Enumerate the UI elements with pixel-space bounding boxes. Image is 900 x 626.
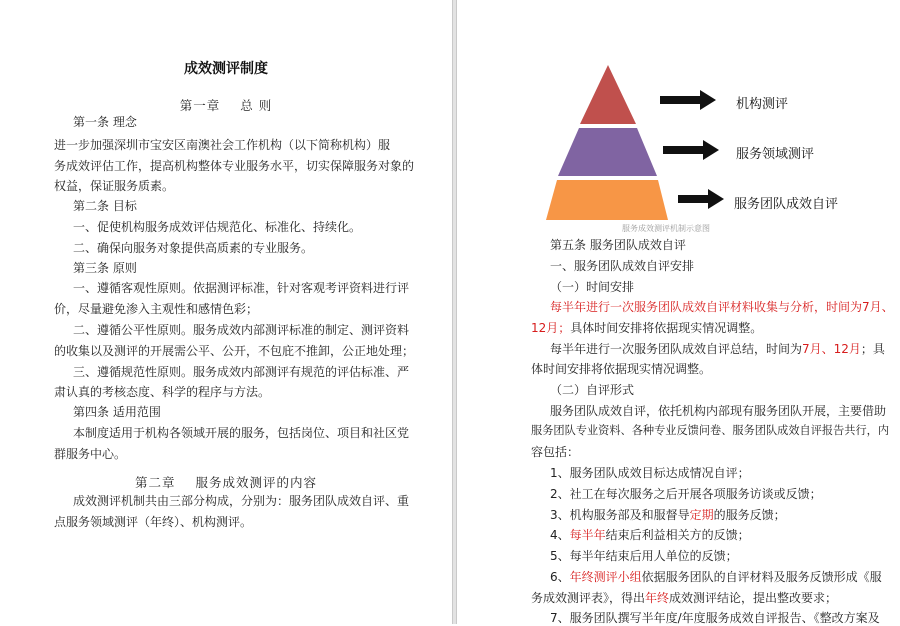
chapter-number: 第二章 xyxy=(134,475,176,490)
body-line-red: 每半年进行一次服务团队成效自评材料收集与分析，时间为7月、 xyxy=(550,300,894,314)
body-text: 具体时间安排将依据现实情况调整。 xyxy=(570,321,763,335)
pyramid-middle-tier xyxy=(558,128,657,176)
body-line: 进一步加强深圳市宝安区南澳社会工作机构（以下简称机构）服 xyxy=(54,138,391,152)
article-heading: 第二条 目标 xyxy=(73,199,137,213)
body-text: 依据服务团队的自评材料及服务反馈形成《服 xyxy=(641,570,882,584)
pyramid-diagram xyxy=(546,60,676,220)
body-line xyxy=(531,320,762,336)
body-line xyxy=(550,341,885,357)
arrow-right-icon xyxy=(663,140,719,160)
body-line: 务成效评估工作，提高机构整体专业服务水平，切实保障服务对象的 xyxy=(54,159,415,173)
list-item: 5、每半年结束后用人单位的反馈； xyxy=(550,549,738,563)
pyramid-top-tier xyxy=(580,65,636,124)
article-heading: 第一条 理念 xyxy=(73,115,137,129)
chapter-name: 总 则 xyxy=(240,98,273,113)
red-text: 每半年 xyxy=(569,528,606,542)
body-text: 结束后利益相关方的反馈； xyxy=(605,528,750,542)
list-item xyxy=(550,569,882,585)
list-item: 7、服务团队撰写半年度/年度服务成效自评报告、《整改方案及 xyxy=(550,611,880,625)
body-text: 每半年进行一次服务团队成效自评总结，时间为 xyxy=(550,342,803,356)
body-text: ；具 xyxy=(860,342,885,356)
list-item xyxy=(550,507,786,523)
body-line: 点服务领域测评（年终）、机构测评。 xyxy=(54,515,253,529)
body-text: 4、 xyxy=(550,528,570,542)
list-item xyxy=(550,527,750,543)
body-line: 一、促使机构服务成效评估规范化、标准化、持续化。 xyxy=(73,220,362,234)
article-heading: 第四条 适用范围 xyxy=(73,405,161,419)
body-text: 的服务反馈； xyxy=(713,508,786,522)
body-text: 3、机构服务部及和服督导 xyxy=(550,508,690,522)
document-title: 成效测评制度 xyxy=(184,61,268,77)
red-text: 年终 xyxy=(645,591,670,605)
body-line: 本制度适用于机构各领域开展的服务，包括岗位、项目和社区党 xyxy=(73,426,410,440)
body-line: 肃认真的考核态度、科学的程序与方法。 xyxy=(54,385,271,399)
body-line: 服务团队专业资料、各种专业反馈问卷、服务团队成效自评报告共行，内 xyxy=(531,424,890,437)
pyramid-label-institution: 机构测评 xyxy=(736,97,789,112)
red-text: 7月、12月 xyxy=(802,342,861,356)
arrow-right-icon xyxy=(678,189,724,209)
body-line: 二、遵循公平性原则。服务成效内部测评标准的制定、测评资料 xyxy=(73,323,410,337)
list-item-continuation xyxy=(531,590,837,606)
body-text: 务成效测评表》，得出 xyxy=(531,591,646,605)
pyramid-bottom-tier xyxy=(546,180,668,220)
chapter-1-heading xyxy=(0,96,452,114)
pyramid-label-team-self-eval: 服务团队成效自评 xyxy=(734,197,839,212)
pyramid-label-service-field: 服务领域测评 xyxy=(736,147,815,162)
body-text: 成效测评结论，提出整改要求； xyxy=(669,591,838,605)
body-line: 服务团队成效自评，依托机构内部现有服务团队开展，主要借助 xyxy=(550,404,887,418)
body-line: 体时间安排将依据现实情况调整。 xyxy=(531,362,712,376)
list-item: 1、服务团队成效目标达成情况自评； xyxy=(550,466,750,480)
body-line: 价，尽量避免渗入主观性和感情色彩； xyxy=(54,302,259,316)
body-line: 群服务中心。 xyxy=(54,447,127,461)
section-heading: 一、服务团队成效自评安排 xyxy=(550,259,695,273)
body-line: 容包括： xyxy=(531,445,580,459)
body-line: 二、确保向服务对象提供高质素的专业服务。 xyxy=(73,241,314,255)
article-heading: 第五条 服务团队成效自评 xyxy=(550,238,686,252)
red-text: 12月； xyxy=(531,321,571,335)
diagram-caption: 服务成效测评机制示意图 xyxy=(622,224,710,233)
chapter-2-heading xyxy=(0,473,452,491)
red-text: 年终测评小组 xyxy=(569,570,642,584)
chapter-number: 第一章 xyxy=(179,98,221,113)
body-line: 权益，保证服务质素。 xyxy=(54,179,175,193)
body-line: 成效测评机制共由三部分构成，分别为：服务团队成效自评、重 xyxy=(73,494,410,508)
arrow-right-icon xyxy=(660,90,716,110)
subsection-heading: （一）时间安排 xyxy=(550,280,635,294)
body-line: 一、遵循客观性原则。依据测评标准，针对客观考评资料进行评 xyxy=(73,281,410,295)
subsection-heading: （二）自评形式 xyxy=(550,383,635,397)
body-text: 6、 xyxy=(550,570,570,584)
article-heading: 第三条 原则 xyxy=(73,261,137,275)
list-item: 2、社工在每次服务之后开展各项服务访谈或反馈； xyxy=(550,487,822,501)
body-line: 的收集以及测评的开展需公平、公开，不包庇不推卸，公正地处理； xyxy=(54,344,415,358)
body-line: 三、遵循规范性原则。服务成效内部测评有规范的评估标准、严 xyxy=(73,365,410,379)
chapter-name: 服务成效测评的内容 xyxy=(195,475,318,490)
red-text: 定期 xyxy=(689,508,714,522)
